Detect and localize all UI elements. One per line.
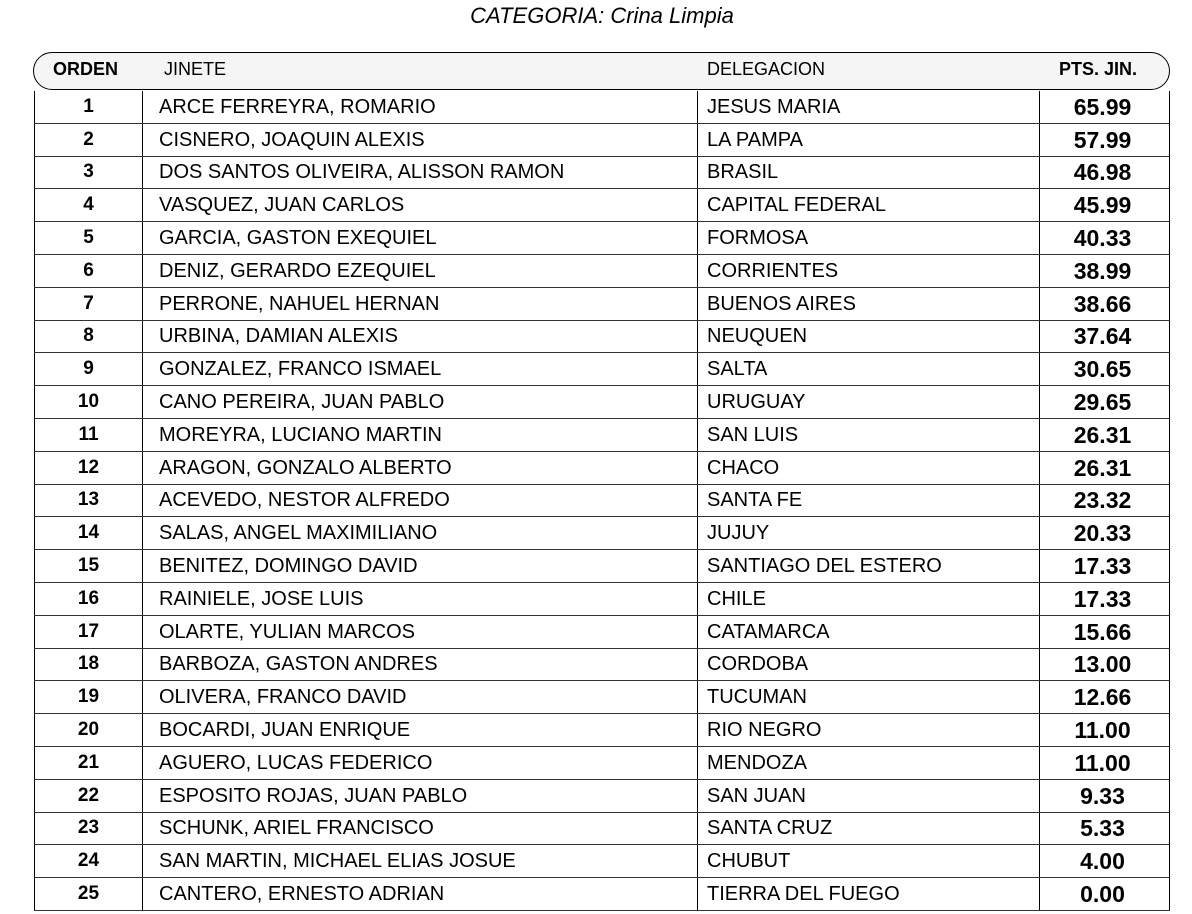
table-row [35,517,1170,550]
cell-delegacion: LA PAMPA [698,123,1040,156]
cell-pts: 5.33 [1040,812,1170,845]
cell-orden: 3 [35,156,143,189]
table-row [35,845,1170,878]
cell-jinete: ACEVEDO, NESTOR ALFREDO [143,484,698,517]
cell-orden: 11 [35,418,143,451]
table-row [35,648,1170,681]
results-table-body [35,91,1170,910]
header-pts: PTS. JIN. [1059,59,1138,79]
cell-orden: 13 [35,484,143,517]
cell-pts: 13.00 [1040,648,1170,681]
cell-pts: 65.99 [1040,91,1170,123]
cell-jinete: SALAS, ANGEL MAXIMILIANO [143,517,698,550]
cell-jinete: SCHUNK, ARIEL FRANCISCO [143,812,698,845]
cell-orden: 6 [35,254,143,287]
cell-pts: 38.99 [1040,254,1170,287]
table-row [35,353,1170,386]
cell-jinete: GONZALEZ, FRANCO ISMAEL [143,353,698,386]
table-row [35,615,1170,648]
header-orden: ORDEN [53,59,119,79]
cell-jinete: CANO PEREIRA, JUAN PABLO [143,386,698,419]
results-table [34,91,1170,911]
table-row [35,779,1170,812]
cell-delegacion: RIO NEGRO [698,714,1040,747]
page-title: CATEGORIA: Crina Limpia [470,3,734,28]
cell-orden: 12 [35,451,143,484]
cell-pts: 57.99 [1040,123,1170,156]
cell-pts: 12.66 [1040,681,1170,714]
table-row [35,254,1170,287]
table-row [35,746,1170,779]
cell-orden: 10 [35,386,143,419]
cell-delegacion: SANTIAGO DEL ESTERO [698,550,1040,583]
cell-jinete: VASQUEZ, JUAN CARLOS [143,189,698,222]
table-header [33,52,1170,90]
cell-orden: 19 [35,681,143,714]
table-row [35,287,1170,320]
cell-jinete: DENIZ, GERARDO EZEQUIEL [143,254,698,287]
cell-pts: 37.64 [1040,320,1170,353]
cell-orden: 8 [35,320,143,353]
cell-delegacion: CORRIENTES [698,254,1040,287]
cell-orden: 1 [35,91,143,123]
cell-pts: 17.33 [1040,582,1170,615]
cell-jinete: OLIVERA, FRANCO DAVID [143,681,698,714]
cell-jinete: RAINIELE, JOSE LUIS [143,582,698,615]
table-row [35,812,1170,845]
table-row [35,222,1170,255]
table-row [35,189,1170,222]
cell-pts: 17.33 [1040,550,1170,583]
cell-orden: 17 [35,615,143,648]
cell-jinete: ESPOSITO ROJAS, JUAN PABLO [143,779,698,812]
cell-delegacion: CAPITAL FEDERAL [698,189,1040,222]
cell-delegacion: CATAMARCA [698,615,1040,648]
cell-delegacion: JESUS MARIA [698,91,1040,123]
cell-pts: 30.65 [1040,353,1170,386]
cell-delegacion: FORMOSA [698,222,1040,255]
cell-pts: 26.31 [1040,451,1170,484]
cell-orden: 7 [35,287,143,320]
table-row [35,550,1170,583]
cell-delegacion: TUCUMAN [698,681,1040,714]
cell-delegacion: JUJUY [698,517,1040,550]
cell-orden: 22 [35,779,143,812]
cell-orden: 9 [35,353,143,386]
table-row [35,418,1170,451]
table-row [35,451,1170,484]
cell-delegacion: MENDOZA [698,746,1040,779]
cell-jinete: BENITEZ, DOMINGO DAVID [143,550,698,583]
cell-pts: 26.31 [1040,418,1170,451]
cell-delegacion: SANTA FE [698,484,1040,517]
table-row [35,91,1170,123]
cell-orden: 18 [35,648,143,681]
table-row [35,714,1170,747]
header-jinete: JINETE [164,59,227,79]
table-row [35,582,1170,615]
cell-delegacion: CORDOBA [698,648,1040,681]
cell-orden: 25 [35,878,143,911]
cell-orden: 14 [35,517,143,550]
cell-orden: 5 [35,222,143,255]
cell-delegacion: SANTA CRUZ [698,812,1040,845]
cell-delegacion: SAN LUIS [698,418,1040,451]
cell-orden: 20 [35,714,143,747]
cell-orden: 16 [35,582,143,615]
table-row [35,156,1170,189]
cell-pts: 11.00 [1040,746,1170,779]
cell-delegacion: SALTA [698,353,1040,386]
cell-jinete: ARAGON, GONZALO ALBERTO [143,451,698,484]
cell-jinete: URBINA, DAMIAN ALEXIS [143,320,698,353]
cell-orden: 2 [35,123,143,156]
cell-jinete: AGUERO, LUCAS FEDERICO [143,746,698,779]
cell-pts: 38.66 [1040,287,1170,320]
cell-pts: 11.00 [1040,714,1170,747]
table-row [35,320,1170,353]
cell-pts: 4.00 [1040,845,1170,878]
cell-pts: 0.00 [1040,878,1170,911]
cell-pts: 20.33 [1040,517,1170,550]
cell-delegacion: BRASIL [698,156,1040,189]
cell-delegacion: NEUQUEN [698,320,1040,353]
table-row [35,386,1170,419]
cell-delegacion: CHILE [698,582,1040,615]
cell-delegacion: SAN JUAN [698,779,1040,812]
cell-pts: 40.33 [1040,222,1170,255]
cell-delegacion: BUENOS AIRES [698,287,1040,320]
cell-delegacion: TIERRA DEL FUEGO [698,878,1040,911]
cell-jinete: BARBOZA, GASTON ANDRES [143,648,698,681]
cell-pts: 15.66 [1040,615,1170,648]
cell-pts: 45.99 [1040,189,1170,222]
cell-pts: 9.33 [1040,779,1170,812]
cell-jinete: MOREYRA, LUCIANO MARTIN [143,418,698,451]
cell-orden: 21 [35,746,143,779]
cell-jinete: PERRONE, NAHUEL HERNAN [143,287,698,320]
cell-pts: 23.32 [1040,484,1170,517]
cell-orden: 23 [35,812,143,845]
cell-jinete: SAN MARTIN, MICHAEL ELIAS JOSUE [143,845,698,878]
cell-pts: 46.98 [1040,156,1170,189]
table-row [35,123,1170,156]
cell-jinete: OLARTE, YULIAN MARCOS [143,615,698,648]
cell-delegacion: URUGUAY [698,386,1040,419]
table-row [35,878,1170,911]
cell-jinete: DOS SANTOS OLIVEIRA, ALISSON RAMON [143,156,698,189]
cell-delegacion: CHUBUT [698,845,1040,878]
table-row [35,681,1170,714]
header-delegacion: DELEGACION [707,59,826,79]
table-row [35,484,1170,517]
cell-orden: 24 [35,845,143,878]
cell-jinete: CANTERO, ERNESTO ADRIAN [143,878,698,911]
cell-jinete: CISNERO, JOAQUIN ALEXIS [143,123,698,156]
cell-orden: 15 [35,550,143,583]
cell-delegacion: CHACO [698,451,1040,484]
cell-pts: 29.65 [1040,386,1170,419]
cell-orden: 4 [35,189,143,222]
cell-jinete: ARCE FERREYRA, ROMARIO [143,91,698,123]
cell-jinete: GARCIA, GASTON EXEQUIEL [143,222,698,255]
cell-jinete: BOCARDI, JUAN ENRIQUE [143,714,698,747]
